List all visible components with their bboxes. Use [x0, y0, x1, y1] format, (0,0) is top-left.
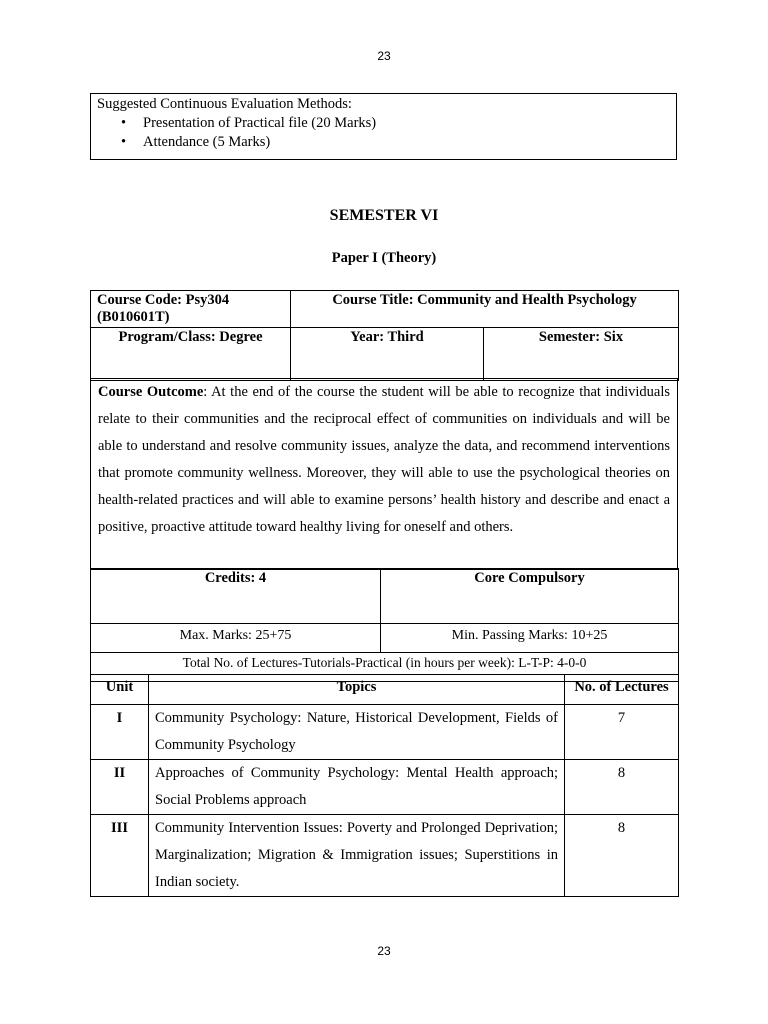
unit-number: I: [91, 705, 149, 760]
table-row: [91, 760, 679, 815]
course-info-table: [90, 290, 679, 381]
units-header-row: [91, 675, 679, 705]
year: Year: Third: [291, 328, 484, 381]
unit-number: II: [91, 760, 149, 815]
course-outcome-cell: [91, 379, 678, 570]
course-outcome-table: [90, 378, 678, 570]
unit-lectures: 8: [565, 760, 679, 815]
program-class: Program/Class: Degree: [91, 328, 291, 381]
header-lectures: No. of Lectures: [565, 675, 679, 705]
unit-lectures: 8: [565, 815, 679, 897]
units-table: [90, 674, 679, 897]
semester: Semester: Six: [484, 328, 679, 381]
paper-heading: Paper I (Theory): [331, 250, 437, 266]
course-code: Course Code: Psy304: [97, 292, 230, 308]
evaluation-title: Suggested Continuous Evaluation Methods:: [97, 96, 352, 112]
course-type: Core Compulsory: [381, 569, 679, 624]
page-number-top: 23: [377, 49, 391, 63]
max-marks: Max. Marks: 25+75: [91, 624, 381, 653]
table-row: [91, 705, 679, 760]
page-number-bottom: 23: [377, 944, 391, 958]
course-code-cell: [91, 291, 291, 328]
evaluation-methods-box: [90, 93, 677, 160]
header-topics: Topics: [149, 675, 565, 705]
lectures-total: Total No. of Lectures-Tutorials-Practical (in hours per week): L-T-P: 4-0-0: [91, 653, 679, 682]
min-passing-marks: Min. Passing Marks: 10+25: [381, 624, 679, 653]
evaluation-list: [97, 114, 670, 152]
unit-topic: Community Intervention Issues: Poverty and Prolonged Deprivation; Marginalization; Migration & Immigration issues; Superstitions in Indian society.: [149, 815, 565, 897]
course-code-id: (B010601T): [97, 309, 170, 325]
course-outcome-text: : At the end of the course the student will be able to recognize that individuals relate to their communities and the reciprocal effect of communities on individuals and will be able to understand and resolve community issues, analyze the data, and recommend interventions that promote community wellness. Moreover, they will able to use the psychological theories on health-related practices and will able to examine persons’ health history and describe and enact a positive, proactive attitude toward healthy living for oneself and others.: [98, 384, 670, 535]
credits-table: [90, 568, 679, 682]
semester-heading: SEMESTER VI: [329, 207, 439, 224]
course-title: Course Title: Community and Health Psychology: [291, 291, 679, 328]
unit-number: III: [91, 815, 149, 897]
unit-topic: Approaches of Community Psychology: Mental Health approach; Social Problems approach: [149, 760, 565, 815]
header-unit: Unit: [91, 675, 149, 705]
unit-lectures: 7: [565, 705, 679, 760]
evaluation-item: • Presentation of Practical file (20 Marks): [143, 114, 670, 133]
evaluation-item: • Attendance (5 Marks): [143, 133, 670, 152]
table-row: [91, 815, 679, 897]
course-outcome-label: Course Outcome: [98, 384, 204, 400]
credits: Credits: 4: [91, 569, 381, 624]
unit-topic: Community Psychology: Nature, Historical Development, Fields of Community Psychology: [149, 705, 565, 760]
